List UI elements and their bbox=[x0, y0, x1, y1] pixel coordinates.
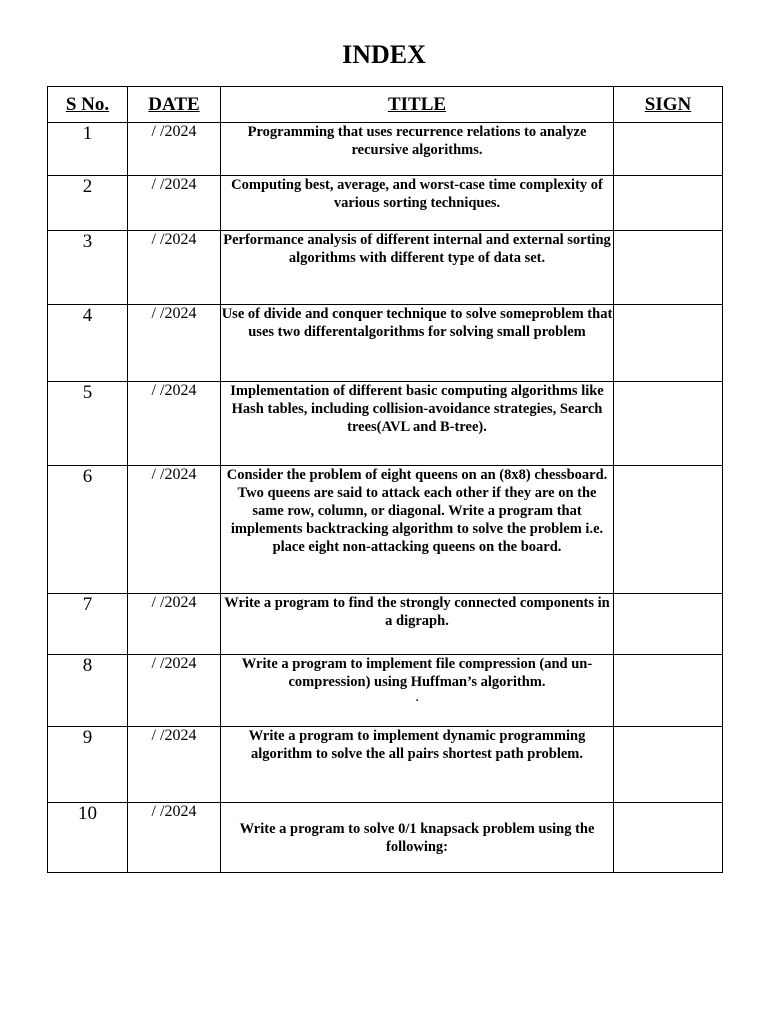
row-sno: 8 bbox=[48, 655, 128, 727]
row-date: / /2024 bbox=[128, 655, 221, 727]
row-date: / /2024 bbox=[128, 231, 221, 305]
row-date: / /2024 bbox=[128, 176, 221, 231]
column-header-sno: S No. bbox=[48, 87, 128, 123]
row-date: / /2024 bbox=[128, 727, 221, 803]
row-sno: 6 bbox=[48, 466, 128, 594]
row-title-text: Write a program to implement file compression (and un-compression) using Huffman’s algorithm. bbox=[241, 656, 593, 690]
row-title bbox=[221, 655, 614, 727]
row-sno: 10 bbox=[48, 803, 128, 873]
row-title: Consider the problem of eight queens on an (8x8) chessboard. Two queens are said to attack each other if they are on the same row, column, or diagonal. Write a program that implements backtracking algorithm to solve the problem i.e. place eight non-attacking queens on the board. bbox=[221, 466, 614, 594]
index-table bbox=[47, 86, 723, 873]
table-row bbox=[48, 803, 723, 873]
row-title: Implementation of different basic computing algorithms like Hash tables, including collision-avoidance strategies, Search trees(AVL and B-tree). bbox=[221, 382, 614, 466]
row-date: / /2024 bbox=[128, 123, 221, 176]
row-sno: 9 bbox=[48, 727, 128, 803]
table-row bbox=[48, 466, 723, 594]
row-title: Programming that uses recurrence relations to analyze recursive algorithms. bbox=[221, 123, 614, 176]
table-row bbox=[48, 727, 723, 803]
column-header-title: TITLE bbox=[221, 87, 614, 123]
row-title: Performance analysis of different internal and external sorting algorithms with different type of data set. bbox=[221, 231, 614, 305]
table-row bbox=[48, 594, 723, 655]
row-title: Use of divide and conquer technique to solve someproblem that uses two differentalgorithms for solving small problem bbox=[221, 305, 614, 382]
row-date: / /2024 bbox=[128, 305, 221, 382]
row-sign bbox=[614, 594, 723, 655]
row-date: / /2024 bbox=[128, 803, 221, 873]
row-sign bbox=[614, 803, 723, 873]
table-row bbox=[48, 176, 723, 231]
row-title-suffix: . bbox=[415, 689, 419, 705]
column-header-date: DATE bbox=[128, 87, 221, 123]
page-title: INDEX bbox=[342, 40, 426, 69]
row-sno: 2 bbox=[48, 176, 128, 231]
table-row bbox=[48, 123, 723, 176]
table-row bbox=[48, 655, 723, 727]
row-sign bbox=[614, 382, 723, 466]
table-row bbox=[48, 305, 723, 382]
header-row bbox=[48, 87, 723, 123]
row-sign bbox=[614, 305, 723, 382]
row-sign bbox=[614, 123, 723, 176]
row-sno: 3 bbox=[48, 231, 128, 305]
row-date: / /2024 bbox=[128, 594, 221, 655]
row-sign bbox=[614, 466, 723, 594]
row-sno: 4 bbox=[48, 305, 128, 382]
table-row bbox=[48, 231, 723, 305]
row-title: Write a program to implement dynamic programming algorithm to solve the all pairs shortest path problem. bbox=[221, 727, 614, 803]
row-sign bbox=[614, 231, 723, 305]
row-title: Write a program to find the strongly connected components in a digraph. bbox=[221, 594, 614, 655]
row-title: Write a program to solve 0/1 knapsack problem using the following: bbox=[221, 803, 614, 873]
row-sign bbox=[614, 727, 723, 803]
row-sign bbox=[614, 176, 723, 231]
row-date: / /2024 bbox=[128, 382, 221, 466]
row-title: Computing best, average, and worst-case time complexity of various sorting techniques. bbox=[221, 176, 614, 231]
row-sno: 5 bbox=[48, 382, 128, 466]
row-sign bbox=[614, 655, 723, 727]
column-header-sign: SIGN bbox=[614, 87, 723, 123]
row-sno: 7 bbox=[48, 594, 128, 655]
table-row bbox=[48, 382, 723, 466]
row-sno: 1 bbox=[48, 123, 128, 176]
row-date: / /2024 bbox=[128, 466, 221, 594]
